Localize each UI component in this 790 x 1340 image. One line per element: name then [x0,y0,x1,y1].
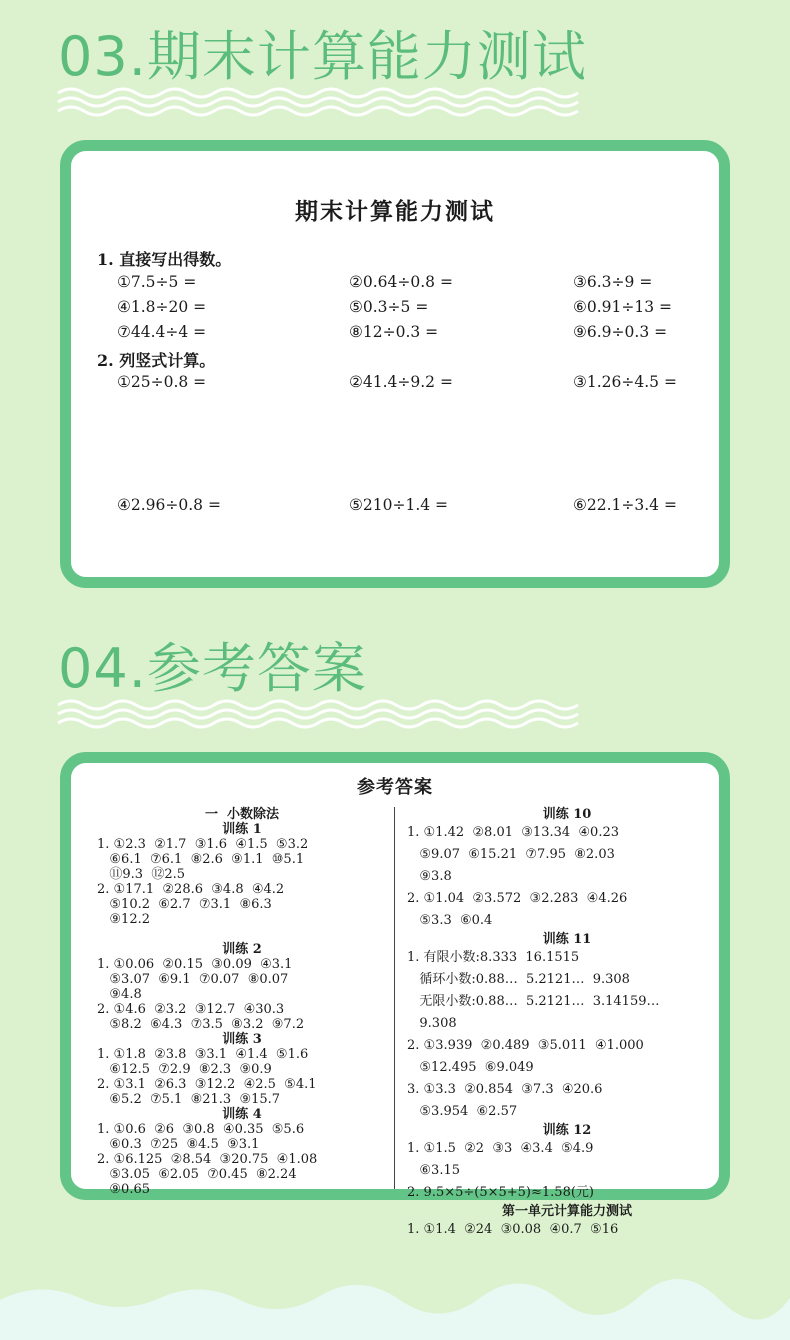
answer-line: ⑥5.2 ⑦5.1 ⑧21.3 ⑨15.7 [97,1092,281,1107]
answer-line: 1. 有限小数:8.333 16.1515 [407,950,580,965]
exam-title: 期末计算能力测试 [295,198,495,225]
bottom-wave-decoration [0,1278,790,1340]
problem-item: ④2.96÷0.8 = [117,496,221,514]
answer-section-heading: 训练 1 [222,822,262,837]
problem-item: ③6.3÷9 = [573,273,653,291]
section-title-answers: 04.参考答案 [58,637,367,700]
answer-line: ⑥6.1 ⑦6.1 ⑧2.6 ⑨1.1 ⑩5.1 [97,852,305,867]
answer-section-heading: 训练 11 [542,932,592,947]
answer-line: ⑤10.2 ⑥2.7 ⑦3.1 ⑧6.3 [97,897,272,912]
answer-line: ⑥12.5 ⑦2.9 ⑧2.3 ⑨0.9 [97,1062,272,1077]
answer-card [60,752,730,1237]
answer-line: ⑨3.8 [407,869,452,884]
problem-item: ⑥22.1÷3.4 = [573,496,677,514]
answer-line: 无限小数:0.88… 5.2121… 3.14159… [407,994,660,1009]
answer-line: ⑨4.8 [97,987,142,1002]
problem-item: ⑦44.4÷4 = [117,323,207,341]
column-divider [394,807,395,1189]
answer-line: ⑤12.495 ⑥9.049 [407,1060,534,1075]
answer-line: ⑪9.3 ⑫2.5 [97,867,186,882]
answer-line: 循环小数:0.88… 5.2121… 9.308 [407,972,630,987]
answer-title: 参考答案 [357,777,433,798]
answer-column-right [407,807,727,1241]
answer-line: 3. ①3.3 ②0.854 ③7.3 ④20.6 [407,1082,603,1097]
wave-decoration [58,84,588,120]
answer-line: 2. ①3.1 ②6.3 ③12.2 ④2.5 ⑤4.1 [97,1077,317,1092]
answer-line: 2. ①3.939 ②0.489 ③5.011 ④1.000 [407,1038,644,1053]
answer-line: 1. ①1.5 ②2 ③3 ④3.4 ⑤4.9 [407,1141,594,1156]
exam-card [60,140,730,588]
problem-item: ②41.4÷9.2 = [349,373,453,391]
answer-section-heading: 训练 10 [542,807,592,822]
problem-item: ⑥0.91÷13 = [573,298,673,316]
problem-item: ①7.5÷5 = [117,273,197,291]
problem-item: ⑧12÷0.3 = [349,323,439,341]
problem-item: ④1.8÷20 = [117,298,207,316]
answer-column-left [97,807,387,1197]
answer-line: 1. ①0.6 ②6 ③0.8 ④0.35 ⑤5.6 [97,1122,305,1137]
section-title-exam: 03.期末计算能力测试 [58,25,587,88]
problem-item: ⑨6.9÷0.3 = [573,323,668,341]
problem-item: ③1.26÷4.5 = [573,373,677,391]
answer-line: 1. ①1.4 ②24 ③0.08 ④0.7 ⑤16 [407,1222,619,1237]
wave-decoration [58,696,588,732]
question-2-heading: 2. 列竖式计算。 [97,351,216,370]
answer-line: 2. ①17.1 ②28.6 ③4.8 ④4.2 [97,882,285,897]
problem-item: ⑤0.3÷5 = [349,298,429,316]
answer-line: ⑨12.2 [97,912,150,927]
answer-line: ⑤3.07 ⑥9.1 ⑦0.07 ⑧0.07 [97,972,289,987]
answer-section-heading: 一 小数除法 [204,807,280,822]
answer-line: ⑥3.15 [407,1163,460,1178]
answer-line: 2. ①4.6 ②3.2 ③12.7 ④30.3 [97,1002,285,1017]
problem-item: ①25÷0.8 = [117,373,207,391]
answer-line: ⑤8.2 ⑥4.3 ⑦3.5 ⑧3.2 ⑨7.2 [97,1017,305,1032]
answer-line: ⑤3.3 ⑥0.4 [407,913,493,928]
answer-line: ⑤3.954 ⑥2.57 [407,1104,518,1119]
answer-section-heading: 第一单元计算能力测试 [501,1204,632,1219]
answer-line: ⑤3.05 ⑥2.05 ⑦0.45 ⑧2.24 [97,1167,297,1182]
answer-line: 1. ①1.42 ②8.01 ③13.34 ④0.23 [407,825,619,840]
answer-line: 2. ①1.04 ②3.572 ③2.283 ④4.26 [407,891,628,906]
answer-section-heading: 训练 12 [542,1123,592,1138]
answer-line: 2. 9.5×5÷(5×5+5)≈1.58(元) [407,1185,594,1200]
problem-item: ②0.64÷0.8 = [349,273,453,291]
answer-section-heading: 训练 3 [222,1032,262,1047]
problem-item: ⑤210÷1.4 = [349,496,449,514]
answer-line: ⑥0.3 ⑦25 ⑧4.5 ⑨3.1 [97,1137,260,1152]
answer-line: 1. ①0.06 ②0.15 ③0.09 ④3.1 [97,957,293,972]
answer-line: 1. ①2.3 ②1.7 ③1.6 ④1.5 ⑤3.2 [97,837,309,852]
answer-section-heading: 训练 4 [222,1107,262,1122]
answer-line: ⑨0.65 [97,1182,150,1197]
answer-line: ⑤9.07 ⑥15.21 ⑦7.95 ⑧2.03 [407,847,615,862]
question-1-heading: 1. 直接写出得数。 [97,250,232,269]
answer-line: 2. ①6.125 ②8.54 ③20.75 ④1.08 [97,1152,318,1167]
answer-section-heading: 训练 2 [222,942,262,957]
answer-line: 9.308 [407,1016,457,1031]
answer-line: 1. ①1.8 ②3.8 ③3.1 ④1.4 ⑤1.6 [97,1047,309,1062]
answer-line [97,927,387,942]
